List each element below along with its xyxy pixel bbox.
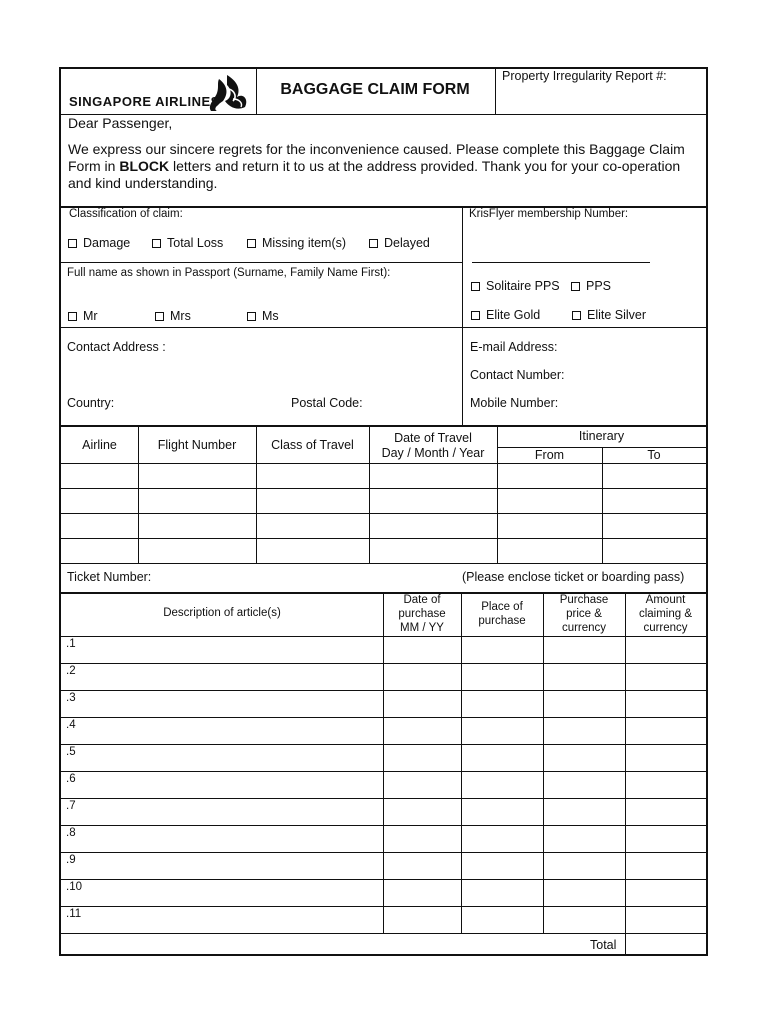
col-itinerary: Itinerary bbox=[578, 429, 625, 443]
row-number: .2 bbox=[66, 665, 76, 677]
col-place-of-purchase: Place of purchase bbox=[478, 601, 526, 627]
checkbox[interactable] bbox=[155, 312, 164, 321]
table-row[interactable] bbox=[61, 852, 706, 853]
checkbox[interactable] bbox=[247, 312, 256, 321]
col-date-of-purchase: Date of purchase MM / YY bbox=[398, 594, 446, 634]
table-row[interactable] bbox=[61, 663, 706, 664]
airline-logo bbox=[67, 71, 253, 113]
baggage-claim-form bbox=[59, 67, 708, 956]
tier-elite-silver[interactable]: Elite Silver bbox=[572, 308, 646, 322]
table-row[interactable] bbox=[61, 879, 706, 880]
krisflyer-label: KrisFlyer membership Number: bbox=[469, 208, 629, 220]
total-amount-field[interactable] bbox=[626, 934, 706, 954]
row-number: .10 bbox=[66, 881, 82, 893]
checkbox[interactable] bbox=[247, 239, 256, 248]
claim-type-delayed[interactable]: Delayed bbox=[369, 236, 430, 250]
ticket-note: (Please enclose ticket or boarding pass) bbox=[462, 570, 685, 584]
brand-name: SINGAPORE AIRLINES bbox=[69, 94, 220, 109]
col-date-of-travel: Date of Travel Day / Month / Year bbox=[381, 431, 485, 460]
col-class-of-travel: Class of Travel bbox=[271, 438, 354, 452]
row-number: .6 bbox=[66, 773, 76, 785]
classification-label: Classification of claim: bbox=[69, 208, 183, 220]
col-purchase-price: Purchase price & currency bbox=[559, 594, 609, 634]
table-row[interactable] bbox=[61, 538, 706, 539]
checkbox[interactable] bbox=[369, 239, 378, 248]
row-number: .1 bbox=[66, 638, 76, 650]
row-number: .8 bbox=[66, 827, 76, 839]
row-number: .4 bbox=[66, 719, 76, 731]
row-number: .7 bbox=[66, 800, 76, 812]
email-label: E-mail Address: bbox=[470, 340, 558, 354]
mobile-number-label: Mobile Number: bbox=[470, 396, 559, 410]
checkbox[interactable] bbox=[471, 311, 480, 320]
row-number: .5 bbox=[66, 746, 76, 758]
checkbox[interactable] bbox=[68, 312, 77, 321]
title-ms[interactable]: Ms bbox=[247, 309, 279, 323]
contact-number-label: Contact Number: bbox=[470, 368, 565, 382]
contact-address-label: Contact Address : bbox=[67, 340, 166, 354]
table-row[interactable] bbox=[61, 798, 706, 799]
table-row[interactable] bbox=[61, 690, 706, 691]
table-row[interactable] bbox=[61, 906, 706, 907]
form-title: BAGGAGE CLAIM FORM bbox=[280, 81, 470, 98]
tier-elite-gold[interactable]: Elite Gold bbox=[471, 308, 540, 322]
title-mr[interactable]: Mr bbox=[68, 309, 98, 323]
tier-solitaire-pps[interactable]: Solitaire PPS bbox=[471, 279, 560, 293]
claim-type-missing[interactable]: Missing item(s) bbox=[247, 236, 346, 250]
title-mrs[interactable]: Mrs bbox=[155, 309, 191, 323]
table-row[interactable] bbox=[61, 717, 706, 718]
checkbox[interactable] bbox=[152, 239, 161, 248]
col-airline: Airline bbox=[82, 438, 117, 452]
row-number: .9 bbox=[66, 854, 76, 866]
row-number: .11 bbox=[66, 908, 82, 920]
table-row[interactable] bbox=[61, 513, 706, 514]
ticket-number-label: Ticket Number: bbox=[67, 570, 152, 584]
pir-report-field[interactable]: Property Irregularity Report #: bbox=[502, 69, 667, 83]
col-description: Description of article(s) bbox=[163, 607, 281, 619]
greeting: Dear Passenger, bbox=[68, 115, 173, 131]
col-to: To bbox=[647, 448, 661, 462]
intro-paragraph: We express our sincere regrets for the inconvenience caused. Please complete this Baggage Claim Form in BLOCK letters and return it to us at the address provided. Thank you for your co-operation and kind understanding. bbox=[68, 141, 685, 191]
krisflyer-number-line[interactable] bbox=[472, 262, 650, 263]
row-number: .3 bbox=[66, 692, 76, 704]
checkbox[interactable] bbox=[471, 282, 480, 291]
checkbox[interactable] bbox=[68, 239, 77, 248]
total-label: Total bbox=[590, 938, 617, 952]
claim-type-total-loss[interactable]: Total Loss bbox=[152, 236, 223, 250]
table-row[interactable] bbox=[61, 771, 706, 772]
col-flight-number: Flight Number bbox=[157, 438, 237, 452]
postal-code-label: Postal Code: bbox=[291, 396, 363, 410]
table-row[interactable] bbox=[61, 825, 706, 826]
country-label: Country: bbox=[67, 396, 115, 410]
tier-pps[interactable]: PPS bbox=[571, 279, 611, 293]
col-amount-claiming: Amount claiming & currency bbox=[638, 594, 693, 634]
checkbox[interactable] bbox=[571, 282, 580, 291]
table-row[interactable] bbox=[61, 744, 706, 745]
fullname-label: Full name as shown in Passport (Surname, Family Name First): bbox=[67, 267, 391, 279]
col-from: From bbox=[534, 448, 565, 462]
claim-type-damage[interactable]: Damage bbox=[68, 236, 130, 250]
checkbox[interactable] bbox=[572, 311, 581, 320]
table-row[interactable] bbox=[61, 488, 706, 489]
